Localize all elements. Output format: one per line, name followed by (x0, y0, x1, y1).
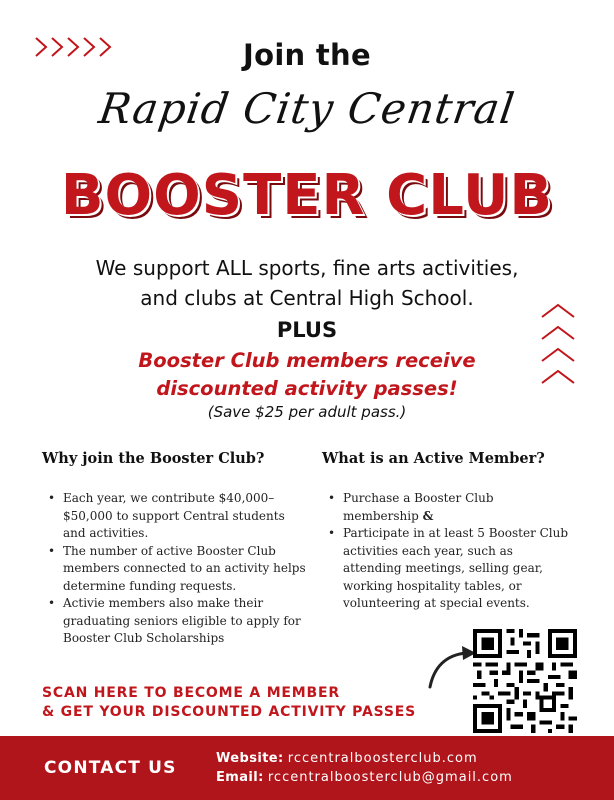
school-name-script: Rapid City Central (95, 84, 519, 133)
email-row (216, 768, 513, 787)
contact-footer (0, 736, 614, 800)
savings-note: (Save $25 per adult pass.) (207, 403, 407, 421)
member-benefit (0, 347, 614, 403)
scan-call-to-action (42, 684, 416, 722)
list-item (322, 490, 572, 525)
contact-links (216, 749, 513, 787)
website-label: Website: (216, 751, 284, 766)
scan-line-2: & GET YOUR DISCOUNTED ACTIVITY PASSES (42, 704, 416, 720)
website-link[interactable]: rccentralboosterclub.com (287, 751, 478, 766)
active-member-section (322, 450, 572, 613)
ampersand: & (422, 508, 434, 523)
plus-heading: PLUS (276, 318, 338, 342)
active-member-list (322, 490, 572, 613)
contact-us-label: CONTACT US (44, 758, 177, 778)
why-join-heading: Why join the Booster Club? (42, 450, 265, 467)
list-item: • Activie members also make their graduating seniors eligible to apply for Booster Club Scholarships (42, 595, 307, 648)
scan-line-1: SCAN HERE TO BECOME A MEMBER (42, 685, 340, 701)
support-line-2: and clubs at Central High School. (140, 286, 474, 310)
support-line-1: We support ALL sports, fine arts activities, (95, 256, 519, 280)
list-item: • Each year, we contribute $40,000–$50,000 to support Central students and activities. (42, 490, 307, 543)
email-link[interactable]: rccentralboosterclub@gmail.com (267, 770, 513, 785)
support-statement (0, 253, 614, 313)
benefit-line-2: discounted activity passes! (156, 377, 458, 400)
list-item: • The number of active Booster Club members connected to an activity helps determine funding requests. (42, 543, 307, 596)
website-row (216, 749, 513, 768)
active-member-heading: What is an Active Member? (322, 450, 545, 467)
join-heading: Join the (243, 38, 371, 72)
why-join-section (42, 450, 307, 648)
list-item-text: Purchase a Booster Club membership (343, 491, 494, 523)
booster-club-title: BOOSTER CLUB (60, 163, 554, 228)
email-label: Email: (216, 770, 264, 785)
list-item: • Participate in at least 5 Booster Club activities each year, such as attending meetings, selling gear, working hospitality tables, or volunteering at special events. (322, 525, 572, 613)
qr-code[interactable] (473, 629, 577, 733)
curved-arrow-icon (426, 643, 478, 689)
why-join-list (42, 490, 307, 648)
benefit-line-1: Booster Club members receive (138, 349, 476, 372)
